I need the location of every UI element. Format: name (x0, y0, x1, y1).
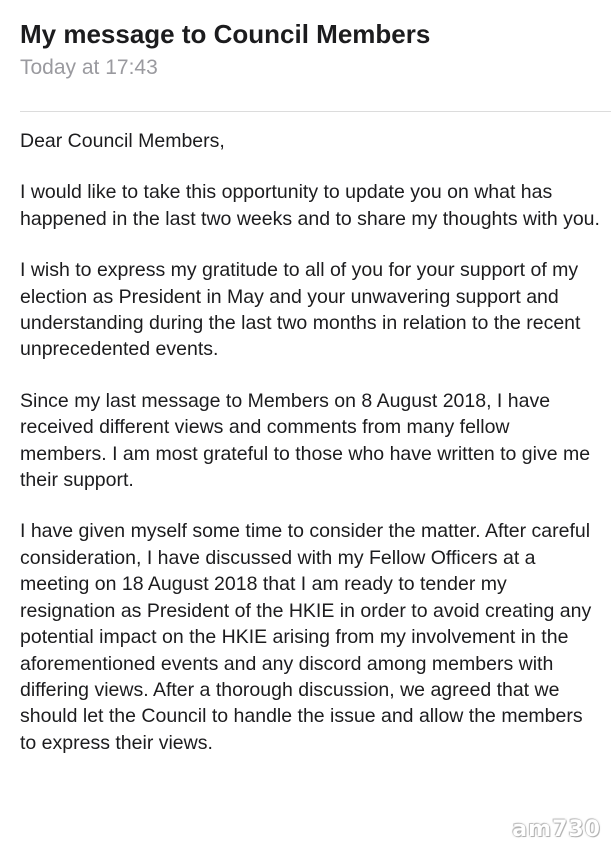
email-paragraph: I wish to express my gratitude to all of you for your support of my election as President in May and your unwavering support and understanding during the last two months in relation to the recent unprecedented events. (20, 259, 581, 361)
watermark-logo: am730 (512, 817, 601, 842)
email-subject: My message to Council Members (20, 19, 431, 49)
email-date: Today at 17:43 (20, 56, 158, 79)
email-paragraph: I have given myself some time to consider the matter. After careful consideration, I have discussed with my Fellow Officers at a meeting on 18 August 2018 that I am ready to tender my resignation as President of the HKIE in order to avoid creating any potential impact on the HKIE arising from my involvement in the aforementioned events and any discord among members with differing views. After a thorough discussion, we agreed that we should let the Council to handle the issue and allow the members to express their views. (20, 520, 592, 754)
email-paragraph: I would like to take this opportunity to update you on what has happened in the last two weeks and to share my thoughts with you. (20, 181, 600, 230)
header-divider (20, 111, 611, 112)
email-paragraph: Since my last message to Members on 8 August 2018, I have received different views and comments from many fellow members. I am most grateful to those who have written to give me their support. (20, 389, 591, 492)
email-greeting: Dear Council Members, (20, 130, 225, 152)
email-header (20, 16, 600, 83)
email-body (20, 128, 600, 756)
